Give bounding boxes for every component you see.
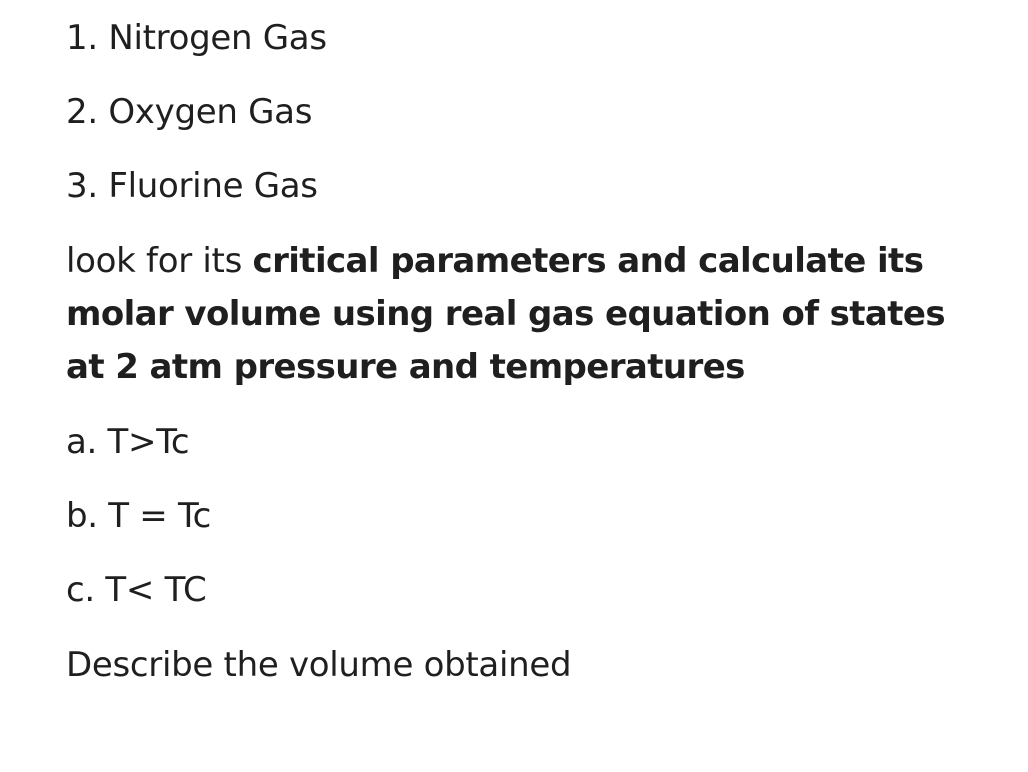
instruction-line-2: molar volume using real gas equation of states — [66, 294, 946, 334]
instruction-bold-1: critical parameters and calculate its — [252, 241, 924, 281]
gas-item-nitrogen: 1. Nitrogen Gas — [66, 18, 327, 58]
case-a: a. T>Tc — [66, 422, 190, 462]
instruction-intro: look for its — [66, 241, 253, 281]
instruction-line-1 — [66, 241, 923, 281]
gas-item-oxygen: 2. Oxygen Gas — [66, 92, 313, 132]
closing-prompt: Describe the volume obtained — [66, 645, 572, 685]
case-c: c. T< TC — [66, 570, 207, 610]
case-b: b. T = Tc — [66, 496, 212, 536]
instruction-line-3: at 2 atm pressure and temperatures — [66, 347, 745, 387]
gas-item-fluorine: 3. Fluorine Gas — [66, 166, 318, 206]
